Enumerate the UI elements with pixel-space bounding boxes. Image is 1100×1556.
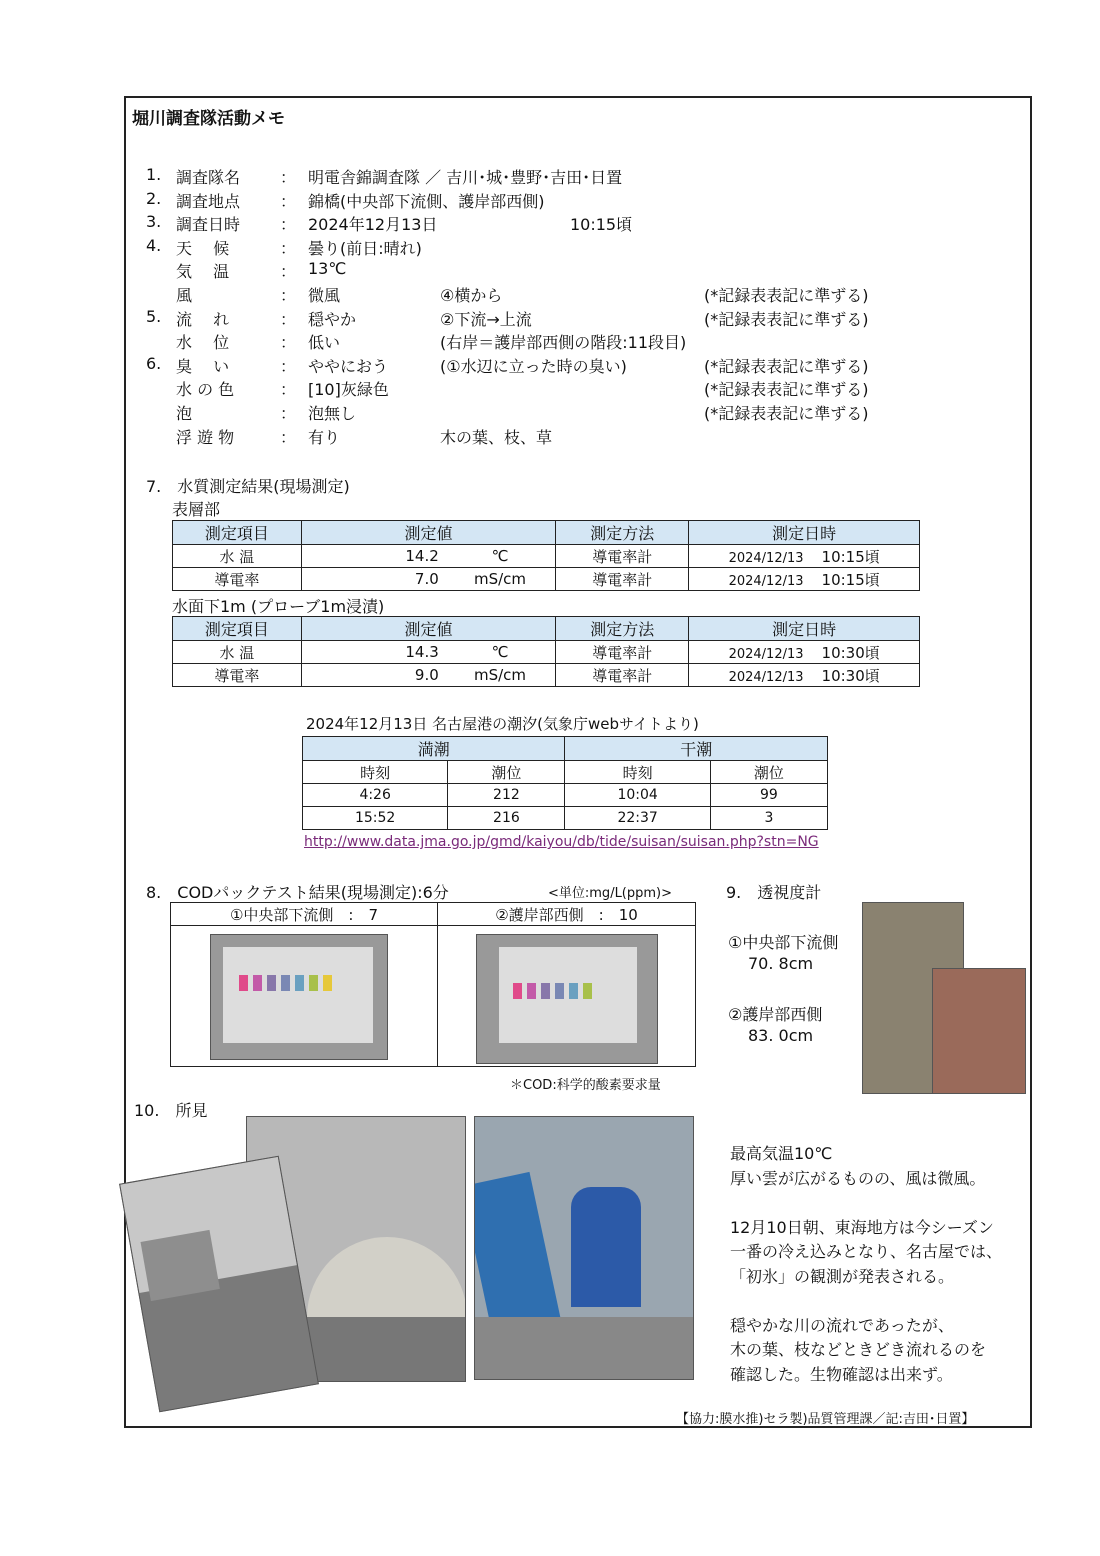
item-value: 明電舎錦調査隊 ／ 吉川･城･豊野･吉田･日置 bbox=[308, 168, 623, 187]
header-cell: 測定方法 bbox=[556, 521, 689, 545]
item-colon: ： bbox=[280, 238, 297, 258]
transparency-1-label: ①中央部下流側 bbox=[728, 933, 839, 952]
item-number: 5. bbox=[146, 306, 162, 326]
item-colon: ： bbox=[280, 215, 297, 235]
item-value-2: ②下流→上流 bbox=[440, 309, 532, 329]
item-key: 水 の 色 bbox=[176, 380, 235, 400]
cell-item: 導電率 bbox=[173, 568, 302, 591]
tide-cell: 22:37 bbox=[565, 807, 710, 830]
cell-method: 導電率計 bbox=[556, 641, 689, 664]
item-value: [10]灰緑色 bbox=[308, 380, 389, 400]
cell-value: 14.3 bbox=[301, 641, 444, 664]
item-colon: ： bbox=[280, 309, 297, 329]
observation-line: 厚い雲が広がるものの、風は微風。 bbox=[730, 1168, 986, 1188]
cod-note: ＊COD:科学的酸素要求量 bbox=[510, 1078, 661, 1093]
cell-value: 7.0 bbox=[301, 568, 444, 591]
depth-table bbox=[172, 616, 920, 687]
observation-line bbox=[730, 1191, 1026, 1216]
item-number: 2. bbox=[146, 188, 162, 208]
header-cell: 測定値 bbox=[301, 521, 555, 545]
cell-unit: ℃ bbox=[445, 641, 556, 664]
item-key: 調査地点 bbox=[176, 191, 241, 211]
sec10-title: 10. 所見 bbox=[134, 1101, 208, 1120]
cell-time: 10:30頃 bbox=[821, 643, 880, 662]
item-value: 穏やか bbox=[308, 309, 357, 329]
depth-label: 水面下1m (プローブ1m浸漬) bbox=[172, 597, 385, 616]
cell-method: 導電率計 bbox=[556, 568, 689, 591]
page-title: 堀川調査隊活動メモ bbox=[132, 109, 285, 129]
observation-line: 穏やかな川の流れであったが、 bbox=[730, 1315, 954, 1335]
header-cell: 測定日時 bbox=[689, 617, 920, 641]
cod-2-label: ②護岸部西側 : 10 bbox=[438, 903, 696, 926]
tide-cell: 15:52 bbox=[303, 807, 448, 830]
item-value: 有り bbox=[308, 427, 341, 447]
item-value: 13℃ bbox=[308, 259, 347, 279]
tide-subheader: 潮位 bbox=[448, 761, 565, 784]
cell-method: 導電率計 bbox=[556, 545, 689, 568]
tide-row bbox=[303, 784, 828, 807]
transparency-1-value: 70. 8cm bbox=[748, 954, 814, 973]
observation-line: 一番の冷え込みとなり、名古屋では、 bbox=[730, 1242, 1003, 1261]
item-value-2: (右岸＝護岸部西側の階段:11段目) bbox=[440, 333, 687, 353]
observation-line bbox=[730, 1289, 1026, 1314]
cell-item: 水 温 bbox=[173, 641, 302, 664]
sec8-title: 8. CODパックテスト結果(現場測定):6分 bbox=[146, 883, 449, 902]
item-key: 天 候 bbox=[176, 238, 230, 258]
cod-photo-1 bbox=[210, 934, 388, 1060]
transparency-2-label: ②護岸部西側 bbox=[728, 1005, 823, 1024]
item-colon: ： bbox=[280, 191, 297, 211]
cell-datetime bbox=[689, 641, 920, 664]
tide-subheader: 時刻 bbox=[303, 761, 448, 784]
tide-cell: 99 bbox=[710, 784, 827, 807]
item-value: 泡無し bbox=[308, 404, 357, 423]
cell-time: 10:15頃 bbox=[821, 547, 880, 566]
item-value: 低い bbox=[308, 333, 341, 353]
header-cell: 測定項目 bbox=[173, 521, 302, 545]
cell-date: 2024/12/13 bbox=[728, 573, 804, 589]
transparency-photo-2 bbox=[932, 968, 1026, 1094]
item-key: 水 位 bbox=[176, 333, 230, 353]
cell-unit: mS/cm bbox=[445, 664, 556, 687]
cell-time: 10:15頃 bbox=[821, 570, 880, 589]
observation-line: 最高気温10℃ bbox=[730, 1144, 833, 1163]
cell-value: 14.2 bbox=[301, 545, 444, 568]
item-key: 流 れ bbox=[176, 309, 230, 329]
item-colon: ： bbox=[280, 286, 297, 305]
item-note: (*記録表表記に準ずる) bbox=[704, 309, 869, 329]
item-key: 調査日時 bbox=[176, 215, 241, 235]
tide-title: 2024年12月13日 名古屋港の潮汐(気象庁webサイトより) bbox=[306, 715, 699, 733]
observations bbox=[730, 1142, 1026, 1387]
item-colon: ： bbox=[280, 356, 297, 376]
tide-cell: 212 bbox=[448, 784, 565, 807]
cell-date: 2024/12/13 bbox=[728, 646, 804, 662]
cell-method: 導電率計 bbox=[556, 664, 689, 687]
item-key: 臭 い bbox=[176, 356, 230, 376]
cell-date: 2024/12/13 bbox=[728, 550, 804, 566]
cell-datetime bbox=[689, 664, 920, 687]
item-colon: ： bbox=[280, 333, 297, 353]
item-note: (*記録表表記に準ずる) bbox=[704, 380, 869, 400]
item-value-2: (①水辺に立った時の臭い) bbox=[440, 356, 627, 376]
tide-low-header: 干潮 bbox=[565, 737, 828, 761]
item-number: 1. bbox=[146, 165, 162, 184]
observation-line: 確認した。生物確認は出来ず。 bbox=[730, 1364, 953, 1384]
header-cell: 測定項目 bbox=[173, 617, 302, 641]
cell-date: 2024/12/13 bbox=[728, 669, 804, 685]
item-key: 気 温 bbox=[176, 262, 230, 282]
cell-datetime bbox=[689, 568, 920, 591]
item-value: 錦橋(中央部下流側、護岸部西側) bbox=[308, 191, 545, 211]
item-value: 2024年12月13日 bbox=[308, 215, 438, 235]
cod-unit: <単位:mg/L(ppm)> bbox=[548, 886, 673, 901]
item-key: 泡 bbox=[176, 404, 193, 423]
item-number: 3. bbox=[146, 212, 162, 232]
team-photo bbox=[474, 1116, 694, 1380]
cell-unit: mS/cm bbox=[445, 568, 556, 591]
cell-value: 9.0 bbox=[301, 664, 444, 687]
tide-cell: 216 bbox=[448, 807, 565, 830]
tide-row bbox=[303, 807, 828, 830]
table-row bbox=[173, 545, 920, 568]
item-key: 調査隊名 bbox=[176, 168, 241, 187]
surface-table bbox=[172, 520, 920, 591]
item-value: 曇り(前日:晴れ) bbox=[308, 238, 422, 258]
item-number: 6. bbox=[146, 353, 162, 373]
item-colon: ： bbox=[280, 168, 297, 187]
tide-cell: 10:04 bbox=[565, 784, 710, 807]
surface-label: 表層部 bbox=[172, 500, 221, 519]
item-value-2: 木の葉、枝、草 bbox=[440, 427, 553, 447]
observation-line: 木の葉、枝などときどき流れるのを bbox=[730, 1340, 987, 1359]
table-row bbox=[173, 664, 920, 687]
item-value: 微風 bbox=[308, 286, 341, 305]
observation-line: 12月10日朝、東海地方は今シーズン bbox=[730, 1217, 994, 1237]
cod-1-label: ①中央部下流側 : 7 bbox=[171, 903, 438, 926]
sec7-title: 7. 水質測定結果(現場測定) bbox=[146, 477, 350, 496]
tide-link[interactable]: http://www.data.jma.go.jp/gmd/kaiyou/db/tide/suisan/suisan.php?stn=NG bbox=[304, 834, 819, 850]
cell-datetime bbox=[689, 545, 920, 568]
sec9-title: 9. 透視度計 bbox=[726, 883, 822, 902]
cell-time: 10:30頃 bbox=[821, 666, 880, 685]
tide-high-header: 満潮 bbox=[303, 737, 565, 761]
table-row bbox=[173, 568, 920, 591]
item-key: 浮 遊 物 bbox=[176, 427, 235, 447]
item-note: (*記録表表記に準ずる) bbox=[704, 404, 869, 423]
header-cell: 測定日時 bbox=[689, 521, 920, 545]
cell-item: 導電率 bbox=[173, 664, 302, 687]
tide-table bbox=[302, 736, 828, 830]
item-key: 風 bbox=[176, 286, 193, 305]
item-note: (*記録表表記に準ずる) bbox=[704, 286, 869, 305]
observation-line: 「初氷」の観測が発表される。 bbox=[730, 1266, 955, 1286]
cell-item: 水 温 bbox=[173, 545, 302, 568]
footer: 【協力:膜水推)セラ製)品質管理課／記:吉田･日置】 bbox=[676, 1412, 975, 1427]
header-cell: 測定値 bbox=[301, 617, 555, 641]
item-value: ややにおう bbox=[308, 356, 389, 376]
item-colon: ： bbox=[280, 427, 297, 447]
table-row bbox=[173, 641, 920, 664]
item-note: (*記録表表記に準ずる) bbox=[704, 356, 869, 376]
item-value-2: ④横から bbox=[440, 286, 503, 305]
item-colon: ： bbox=[280, 404, 297, 423]
header-cell: 測定方法 bbox=[556, 617, 689, 641]
cell-unit: ℃ bbox=[445, 545, 556, 568]
cod-photo-2 bbox=[476, 934, 658, 1064]
tide-cell: 3 bbox=[710, 807, 827, 830]
tide-cell: 4:26 bbox=[303, 784, 448, 807]
tide-subheader: 潮位 bbox=[710, 761, 827, 784]
item-number: 4. bbox=[146, 235, 162, 255]
item-value-2: 10:15頃 bbox=[570, 215, 633, 235]
transparency-2-value: 83. 0cm bbox=[748, 1026, 814, 1045]
tide-subheader: 時刻 bbox=[565, 761, 710, 784]
item-colon: ： bbox=[280, 262, 297, 282]
item-colon: ： bbox=[280, 380, 297, 400]
